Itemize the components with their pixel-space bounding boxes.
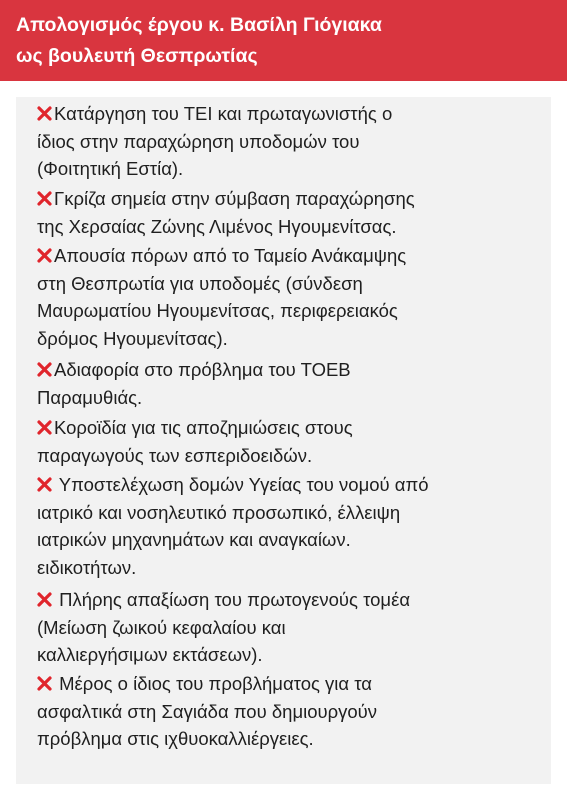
list-item-line-3: πρόβλημα στις ιχθυοκαλλιέργειες.: [37, 728, 314, 749]
list-item: [37, 185, 415, 240]
list-item-line-3: καλλιεργήσιμων εκτάσεων).: [37, 644, 263, 665]
list-item-line-4: δρόμος Ηγουμενίτσας).: [37, 327, 228, 349]
list-item-line-2: ίδιος στην παραχώρηση υποδομών του: [37, 130, 360, 152]
cross-icon: [37, 106, 52, 121]
list-item-line-2: (Μείωση ζωικού κεφαλαίου και: [37, 616, 286, 638]
list-item-line-1: Κατάργηση του ΤΕΙ και πρωταγωνιστής ο: [37, 100, 392, 128]
list-item-line-4: ειδικοτήτων.: [37, 556, 137, 578]
cross-icon: [37, 592, 52, 607]
list-item-line-1: Κοροϊδία για τις αποζημιώσεις στους: [37, 414, 353, 442]
list-item: [37, 670, 377, 753]
list-item: [37, 414, 353, 469]
cross-icon: [37, 676, 52, 691]
list-item-line-3: ιατρικών μηχανημάτων και αναγκαίων.: [37, 529, 351, 550]
list-item-line-3: Μαυρωματίου Ηγουμενίτσας, περιφερειακός: [37, 300, 398, 321]
header-banner: [0, 0, 567, 81]
list-item: [37, 242, 406, 352]
header-title-line-2: ως βουλευτή Θεσπρωτίας: [16, 45, 258, 67]
list-item: [37, 356, 351, 411]
list-item-line-1: Απουσία πόρων από το Ταμείο Ανάκαμψης: [37, 242, 406, 270]
list-item-line-1: Υποστελέχωση δομών Υγείας του νομού από: [37, 471, 429, 499]
list-item: [37, 586, 410, 669]
list-item: [37, 100, 392, 183]
cross-icon: [37, 420, 52, 435]
list-item: [37, 471, 429, 581]
list-item-line-1: Μέρος ο ίδιος του προβλήματος για τα: [37, 670, 377, 698]
list-item-line-2: παραγωγούς των εσπεριδοειδών.: [37, 444, 313, 466]
cross-icon: [37, 362, 52, 377]
list-item-line-2: ιατρικό και νοσηλευτικό προσωπικό, έλλειψη: [37, 501, 401, 523]
list-item-line-2: Παραμυθιάς.: [37, 386, 143, 408]
list-item-line-3: (Φοιτητική Εστία).: [37, 158, 184, 179]
cross-icon: [37, 191, 52, 206]
cross-icon: [37, 248, 52, 263]
cross-icon: [37, 477, 52, 492]
list-item-line-1: Γκρίζα σημεία στην σύμβαση παραχώρησης: [37, 185, 415, 213]
list-item-line-1: Αδιαφορία στο πρόβλημα του ΤΟΕΒ: [37, 356, 351, 384]
accomplishments-panel: [16, 97, 551, 784]
list-item-line-2: στη Θεσπρωτία για υποδομές (σύνδεση: [37, 272, 363, 294]
list-item-line-2: της Χερσαίας Ζώνης Λιμένος Ηγουμενίτσας.: [37, 215, 397, 237]
list-item-line-1: Πλήρης απαξίωση του πρωτογενούς τομέα: [37, 586, 410, 614]
header-title-line-1: Απολογισμός έργου κ. Βασίλη Γιόγιακα: [16, 14, 382, 36]
list-item-line-2: ασφαλτικά στη Σαγιάδα που δημιουργούν: [37, 700, 378, 722]
